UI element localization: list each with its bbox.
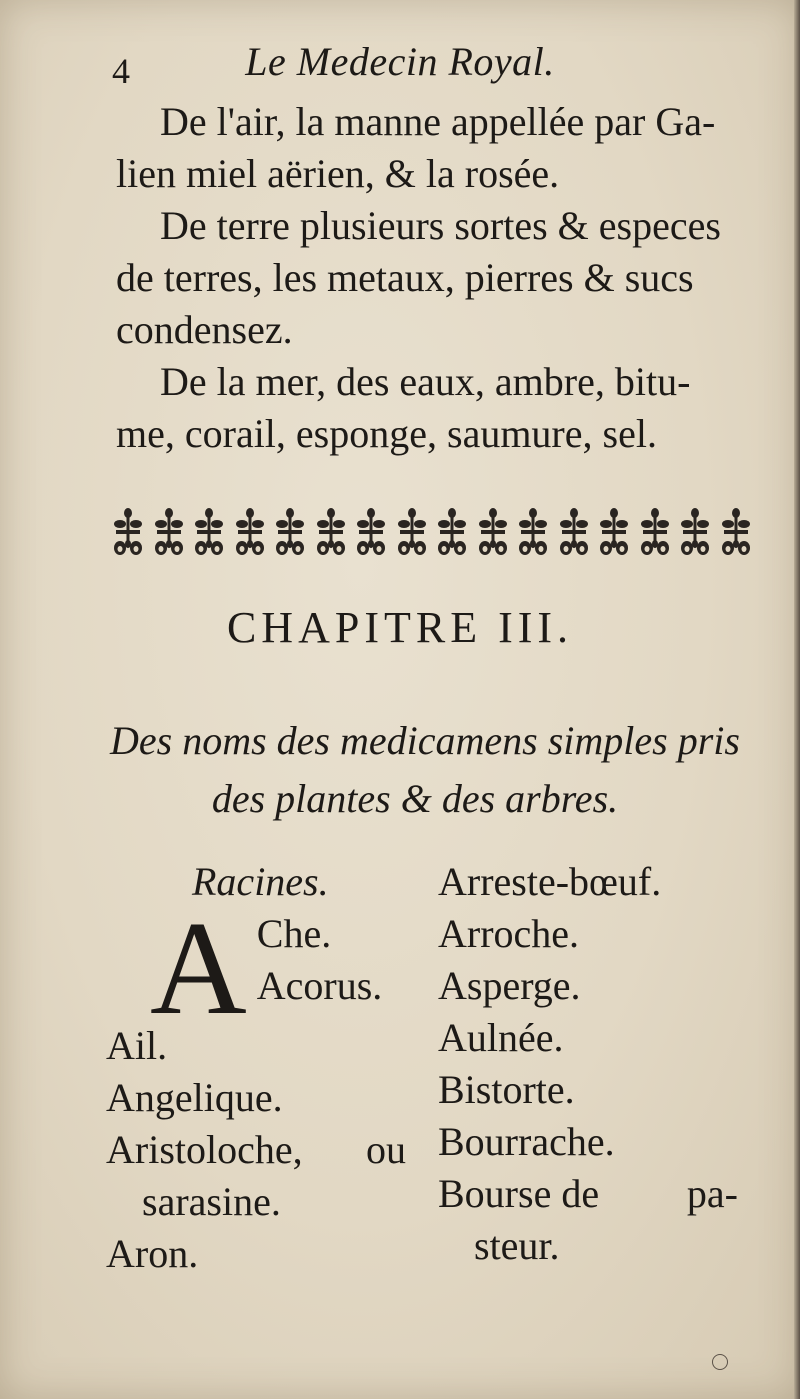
fleuron-ornament (679, 506, 711, 558)
list-item (106, 1124, 426, 1176)
list-item: Aulnée. (438, 1015, 564, 1060)
running-head: Le Medecin Royal. (245, 39, 555, 84)
ornament-row (112, 502, 752, 562)
page-edge (794, 0, 800, 1399)
intro-text (116, 96, 756, 460)
subtitle-line: Des noms des medicamens simples pris (110, 718, 740, 763)
fleuron-ornament (112, 506, 144, 558)
list-item-or: ou (366, 1127, 406, 1172)
fleuron-ornament (436, 506, 468, 558)
list-item: Bourrache. (438, 1119, 615, 1164)
list-item-hyphen: pa- (686, 1171, 738, 1216)
text-line: me, corail, esponge, saumure, sel. (116, 411, 657, 456)
list-item: Che. (256, 911, 332, 956)
fleuron-ornament (639, 506, 671, 558)
list-column-right (438, 856, 758, 1272)
list-item: Ail. (106, 1023, 168, 1068)
list-item-text: Bourse de (438, 1171, 600, 1216)
text-line: lien miel aërien, & la rosée. (116, 151, 560, 196)
list-item-text: Aristoloche, (106, 1127, 303, 1172)
list-item: sarasine. (142, 1179, 281, 1224)
fleuron-ornament (598, 506, 630, 558)
fleuron-ornament (517, 506, 549, 558)
fleuron-ornament (720, 506, 752, 558)
list-item: Asperge. (438, 963, 581, 1008)
fleuron-ornament (234, 506, 266, 558)
list-item: Aron. (106, 1231, 199, 1276)
list-item: Arroche. (438, 911, 580, 956)
fleuron-ornament (396, 506, 428, 558)
drop-cap: A (150, 894, 247, 1042)
drop-cap-block (106, 894, 426, 1042)
list-item: Acorus. (256, 963, 383, 1008)
text-line: De terre plusieurs sortes & especes (160, 203, 721, 248)
text-line: de terres, les metaux, pierres & sucs (116, 255, 694, 300)
list-item: Angelique. (106, 1075, 283, 1120)
chapter-title: CHAPITRE III. (226, 603, 574, 652)
list-heading: Racines. (192, 859, 329, 904)
text-line: De l'air, la manne appellée par Ga- (160, 99, 716, 144)
list-item-continuation: steur. (474, 1223, 560, 1268)
text-line: condensez. (116, 307, 293, 352)
list-item (438, 1168, 758, 1220)
fleuron-ornament (355, 506, 387, 558)
chapter-subtitle (110, 712, 760, 828)
list-item: Arreste-bœuf. (438, 859, 662, 904)
subtitle-line: des plantes & des arbres. (211, 776, 619, 821)
list-item: Bistorte. (438, 1067, 575, 1112)
fleuron-ornament (193, 506, 225, 558)
fleuron-ornament (153, 506, 185, 558)
text-line: De la mer, des eaux, ambre, bitu- (160, 359, 691, 404)
list-column-left (106, 856, 426, 1280)
stamp-mark (712, 1354, 728, 1370)
fleuron-ornament (274, 506, 306, 558)
fleuron-ornament (477, 506, 509, 558)
fleuron-ornament (315, 506, 347, 558)
fleuron-ornament (558, 506, 590, 558)
page-number: 4 (112, 51, 130, 91)
